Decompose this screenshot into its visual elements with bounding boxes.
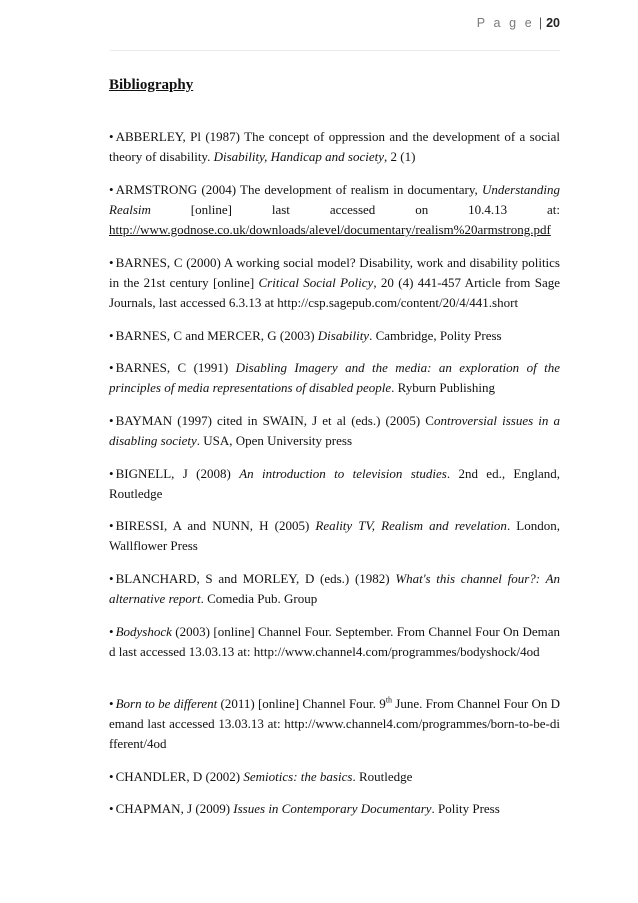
bibliography-entry-bayman: • BAYMAN (1997) cited in SWAIN, J et al (eds.) (2005) Controversial issues in a disabling society. USA, Open University press bbox=[109, 411, 560, 451]
page-separator: | bbox=[538, 16, 543, 30]
page-number: 20 bbox=[546, 16, 560, 30]
bibliography-entry-blanchard: • BLANCHARD, S and MORLEY, D (eds.) (1982) What's this channel four?: An alternative report. Comedia Pub. Group bbox=[109, 569, 560, 609]
bibliography-entry-chapman: • CHAPMAN, J (2009) Issues in Contemporary Documentary. Polity Press bbox=[109, 799, 560, 819]
bibliography-heading: Bibliography bbox=[109, 77, 194, 93]
header-rule bbox=[110, 50, 560, 51]
bibliography-entry-biressi: • BIRESSI, A and NUNN, H (2005) Reality TV, Realism and revelation. London, Wallflower Press bbox=[109, 516, 560, 556]
bibliography-entry-born-to-be-different: • Born to be different (2011) [online] Channel Four. 9th June. From Channel Four On Demand last accessed 13.03.13 at: http://www.channel4.com/programmes/born-to-be-different/4od bbox=[109, 694, 560, 754]
bibliography-entry-barnes-1991: • BARNES, C (1991) Disabling Imagery and the media: an exploration of the principles of media representations of disabled people. Ryburn Publishing bbox=[109, 358, 560, 398]
armstrong-url-link[interactable]: http://www.godnose.co.uk/downloads/alevel/documentary/realism%20armstrong.pdf bbox=[109, 222, 551, 237]
page-header bbox=[477, 16, 560, 30]
bibliography-entry-barnes-2000: • BARNES, C (2000) A working social model? Disability, work and disability politics in the 21st century [online] Critical Social Policy, 20 (4) 441-457 Article from Sage Journals, last accessed 6.3.13 at http://csp.sagepub.com/content/20/4/441.short bbox=[109, 253, 560, 313]
bibliography-entry-armstrong: • ARMSTRONG (2004) The development of realism in documentary, Understanding Realsim [online] last accessed on 10.4.13 at: http://www.godnose.co.uk/downloads/alevel/documentary/realism%20armstrong.pdf bbox=[109, 180, 560, 240]
bibliography-entry-abberley: • ABBERLEY, Pl (1987) The concept of oppression and the development of a social theory of disability. Disability, Handicap and society, 2 (1) bbox=[109, 127, 560, 167]
bibliography-entry-bignell: • BIGNELL, J (2008) An introduction to television studies. 2nd ed., England, Routledge bbox=[109, 464, 560, 504]
bibliography-entry-barnes-mercer: • BARNES, C and MERCER, G (2003) Disability. Cambridge, Polity Press bbox=[109, 326, 560, 346]
bibliography-entry-chandler: • CHANDLER, D (2002) Semiotics: the basics. Routledge bbox=[109, 767, 560, 787]
page-label: P a g e bbox=[476, 16, 535, 30]
bibliography-entry-bodyshock: • Bodyshock (2003) [online] Channel Four. September. From Channel Four On Demand last accessed 13.03.13 at: http://www.channel4.com/programmes/bodyshock/4od bbox=[109, 622, 560, 662]
